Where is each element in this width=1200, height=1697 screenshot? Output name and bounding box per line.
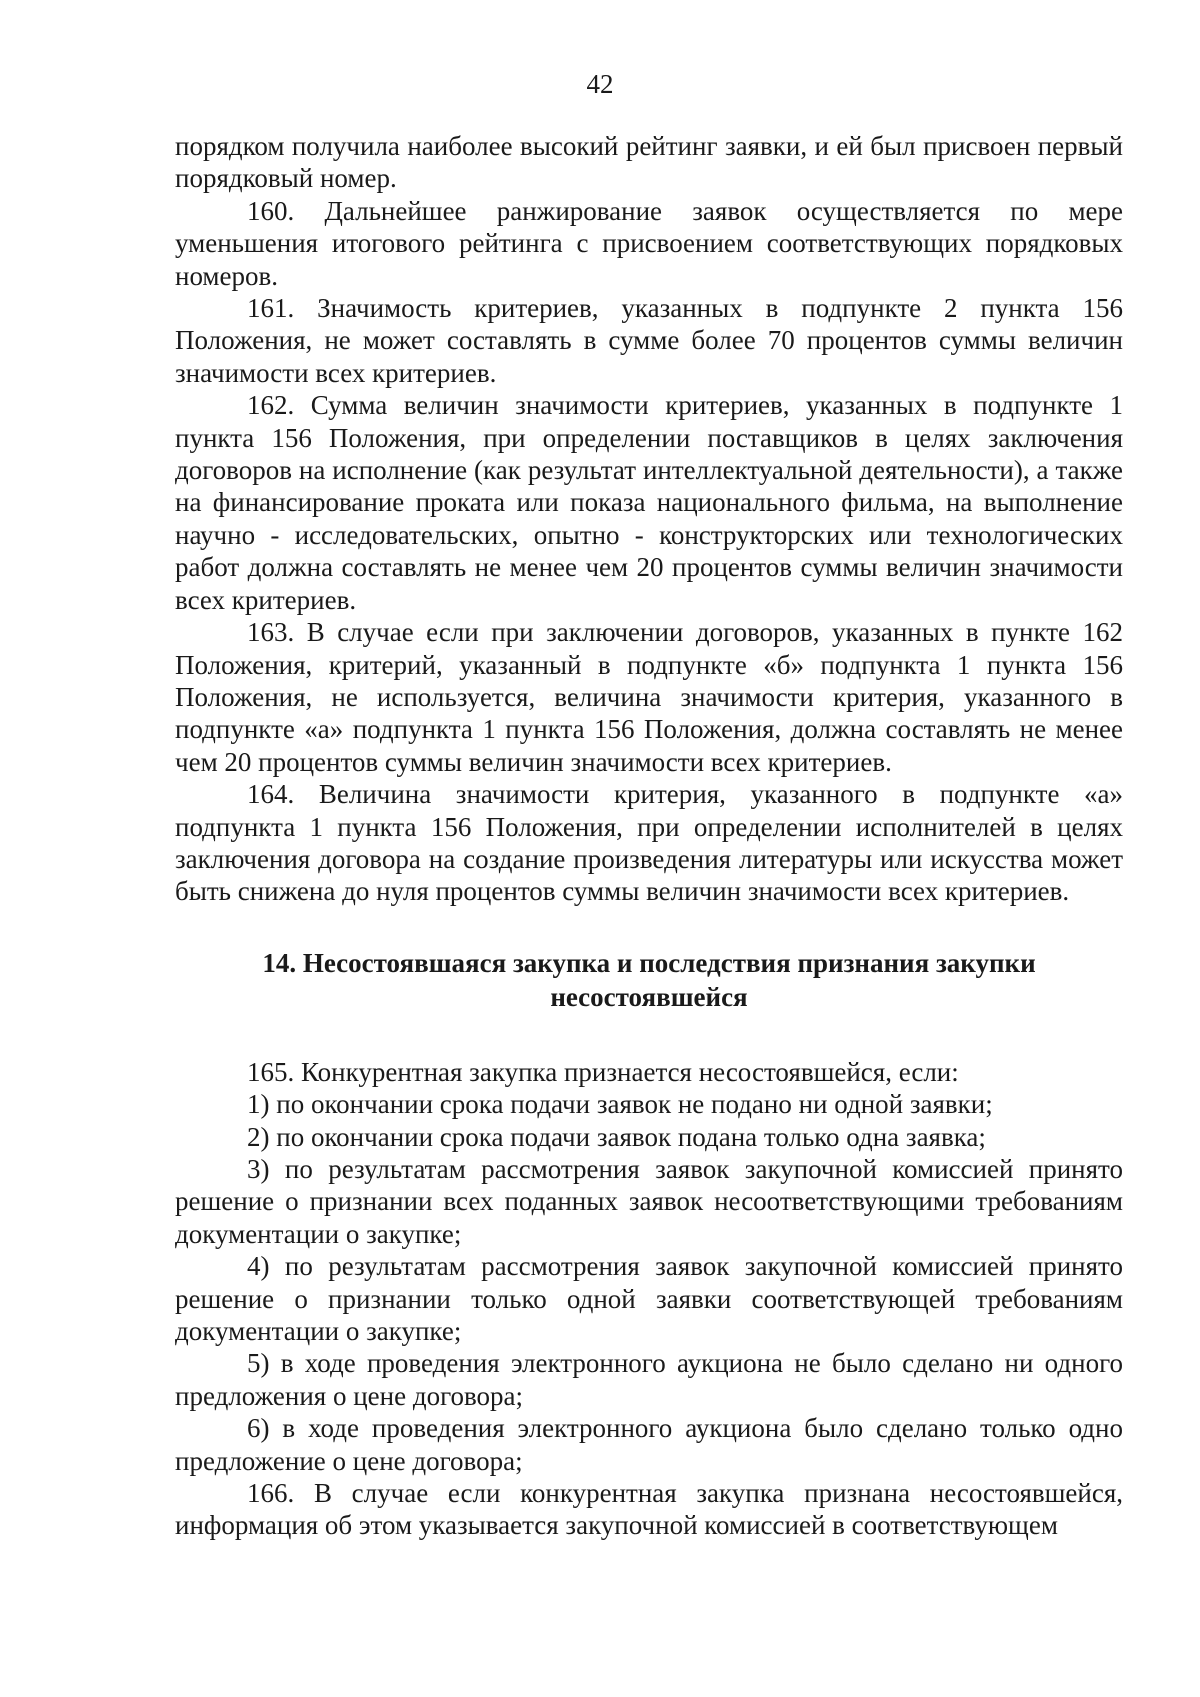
list-item-1: 1) по окончании срока подачи заявок не подано ни одной заявки; bbox=[247, 1089, 993, 1120]
list-item-5: 5) в ходе проведения электронного аукциона не было сделано ни одного предложения о цене договора; bbox=[175, 1348, 1123, 1411]
paragraph-165: 165. Конкурентная закупка признается несостоявшейся, если: bbox=[247, 1056, 959, 1087]
list-item-2: 2) по окончании срока подачи заявок подана только одна заявка; bbox=[247, 1121, 986, 1152]
paragraph-166: 166. В случае если конкурентная закупка признана несостоявшейся, информация об этом указывается закупочной комиссией в соответствующем bbox=[175, 1478, 1123, 1541]
document-body bbox=[175, 130, 1123, 1542]
list-item-4: 4) по результатам рассмотрения заявок закупочной комиссией принято решение о признании только одной заявки соответствующей требованиям документации о закупке; bbox=[175, 1251, 1123, 1346]
paragraph-162: 162. Сумма величин значимости критериев, указанных в подпункте 1 пункта 156 Положения, при определении поставщиков в целях заключения договоров на исполнение (как результат интеллектуальной деятельности), а также на финансирование проката или показа национального фильма, на выполнение научно - исследовательских, опытно - конструкторских или технологических работ должна составлять не менее чем 20 процентов суммы величин значимости всех критериев. bbox=[175, 390, 1123, 615]
page-number: 42 bbox=[586, 69, 614, 99]
list-item-3: 3) по результатам рассмотрения заявок закупочной комиссией принято решение о признании всех поданных заявок несоответствующими требованиям документации о закупке; bbox=[175, 1153, 1123, 1249]
paragraph-163: 163. В случае если при заключении договоров, указанных в пункте 162 Положения, критерий, указанный в подпункте «б» подпункта 1 пункта 156 Положения, не используется, величина значимости критерия, указанного в подпункте «а» подпункта 1 пункта 156 Положения, должна составлять не менее чем 20 процентов суммы величин значимости всех критериев. bbox=[175, 617, 1123, 777]
paragraph-160: 160. Дальнейшее ранжирование заявок осуществляется по мере уменьшения итогового рейтинга с присвоением соответствующих порядковых номеров. bbox=[175, 195, 1123, 291]
list-item-6: 6) в ходе проведения электронного аукциона было сделано только одно предложение о цене договора; bbox=[175, 1413, 1123, 1476]
section-heading-line-1: 14. Несостоявшаяся закупка и последствия признания закупки bbox=[262, 947, 1036, 978]
paragraph-164: 164. Величина значимости критерия, указанного в подпункте «а» подпункта 1 пункта 156 Положения, при определении исполнителей в целях заключения договора на создание произведения литературы или искусства может быть снижена до нуля процентов суммы величин значимости всех критериев. bbox=[175, 779, 1123, 907]
paragraph-161: 161. Значимость критериев, указанных в подпункте 2 пункта 156 Положения, не может составлять в сумме более 70 процентов суммы величин значимости всех критериев. bbox=[175, 293, 1123, 388]
section-heading-line-2: несостоявшейся bbox=[550, 981, 748, 1012]
paragraph-continuation: порядком получила наиболее высокий рейтинг заявки, и ей был присвоен первый порядковый номер. bbox=[175, 131, 1123, 194]
section-heading bbox=[175, 946, 1123, 1014]
